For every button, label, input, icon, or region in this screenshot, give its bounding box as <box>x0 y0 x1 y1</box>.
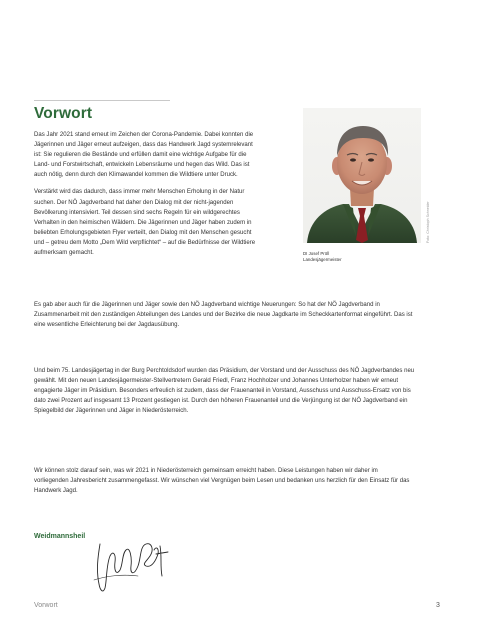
paragraph-3-block <box>34 300 414 330</box>
signature-image <box>86 536 176 596</box>
photo-credit <box>426 108 432 243</box>
paragraph-5: Wir können stolz darauf sein, was wir 2021 in Niederösterreich gemeinsam erreicht haben. Diese Leistungen haben wir daher im vorliegenden Jahresbericht zusammengefasst. Wir wünschen viel Vergnügen beim Lesen und bedanken uns herzlich für den Einsatz für das Handwerk Jagd. <box>34 468 410 495</box>
paragraph-4-block <box>34 366 419 416</box>
footer-section-label: Vorwort <box>34 602 58 609</box>
paragraph-2: Verstärkt wird das dadurch, dass immer mehr Menschen Erholung in der Natur suchen. Der NÖ Jagdverband hat daher den Dialog mit der nicht-jagenden Bevölkerung intensiviert. Teil dessen sind sechs Regeln für ein wildgerechtes Verhalten in den heimischen Wäldern. Die Jägerinnen und Jäger haben zudem in beliebten Erholungsgebieten Flyer verteilt, den Dialog mit den Menschen gesucht und – getreu dem Motto „Dem Wild verpflichtet“ – auf die Bedürfnisse der Wildtiere aufmerksam gemacht. <box>34 189 256 257</box>
photo-credit-text: Foto: Christoph Schneider <box>426 201 430 243</box>
paragraph-1: Das Jahr 2021 stand erneut im Zeichen der Corona-Pandemie. Dabei konnten die Jägerinnen und Jäger erneut aufzeigen, dass das Handwerk Jagd systemrelevant ist: Sie regulieren die Bestände und erfüllen damit eine wichtige Aufgabe für die Land- und Forstwirtschaft, entwickeln Lebensräume und hegen das Wild. Das ist auch nötig, denn durch den Klimawandel kommen die Wildtiere unter Druck. <box>34 132 254 179</box>
closing-greeting: Weidmannsheil <box>34 533 86 540</box>
paragraph-3: Es gab aber auch für die Jägerinnen und Jäger sowie den NÖ Jagdverband wichtige Neuerungen: So hat der NÖ Jagdverband in Zusammenarbeit mit den zuständigen Abteilungen des Landes und der Bezirke die neue Jagdkarte im Scheckkartenformat eingeführt. Das ist eine wesentliche Erleichterung bei der Jagdausübung. <box>34 302 413 329</box>
page-title: Vorwort <box>34 105 93 122</box>
intro-column <box>34 130 262 265</box>
caption-role: Landesjägermeister <box>303 257 342 263</box>
page-number: 3 <box>436 602 440 609</box>
caption-name: DI Josef Pröll <box>303 251 330 256</box>
paragraph-5-block <box>34 466 414 496</box>
paragraph-4: Und beim 75. Landesjägertag in der Burg Perchtoldsdorf wurden das Präsidium, der Vorstand und der Ausschuss des NÖ Jagdverbandes neu gewählt. Mit den neuen Landesjägermeister-Stellvertretern Gerald Friedl, Franz Hochholzer und Johannes Unterholzer haben wir erneut engagierte Jäger im Präsidium. Besonders erfreulich ist zudem, dass der Frauenanteil in Vorstand, Ausschuss und Ausschuss-Ersatz von bis dato zwei Prozent auf insgesamt 13 Prozent gestiegen ist. Durch den höheren Frauenanteil und die Verjüngung ist der NÖ Jagdverband ein Spiegelbild der Jägerinnen und Jäger in Niederösterreich. <box>34 368 415 415</box>
photo-caption <box>303 251 342 263</box>
portrait-photo <box>303 108 421 243</box>
heading-rule <box>34 100 170 101</box>
